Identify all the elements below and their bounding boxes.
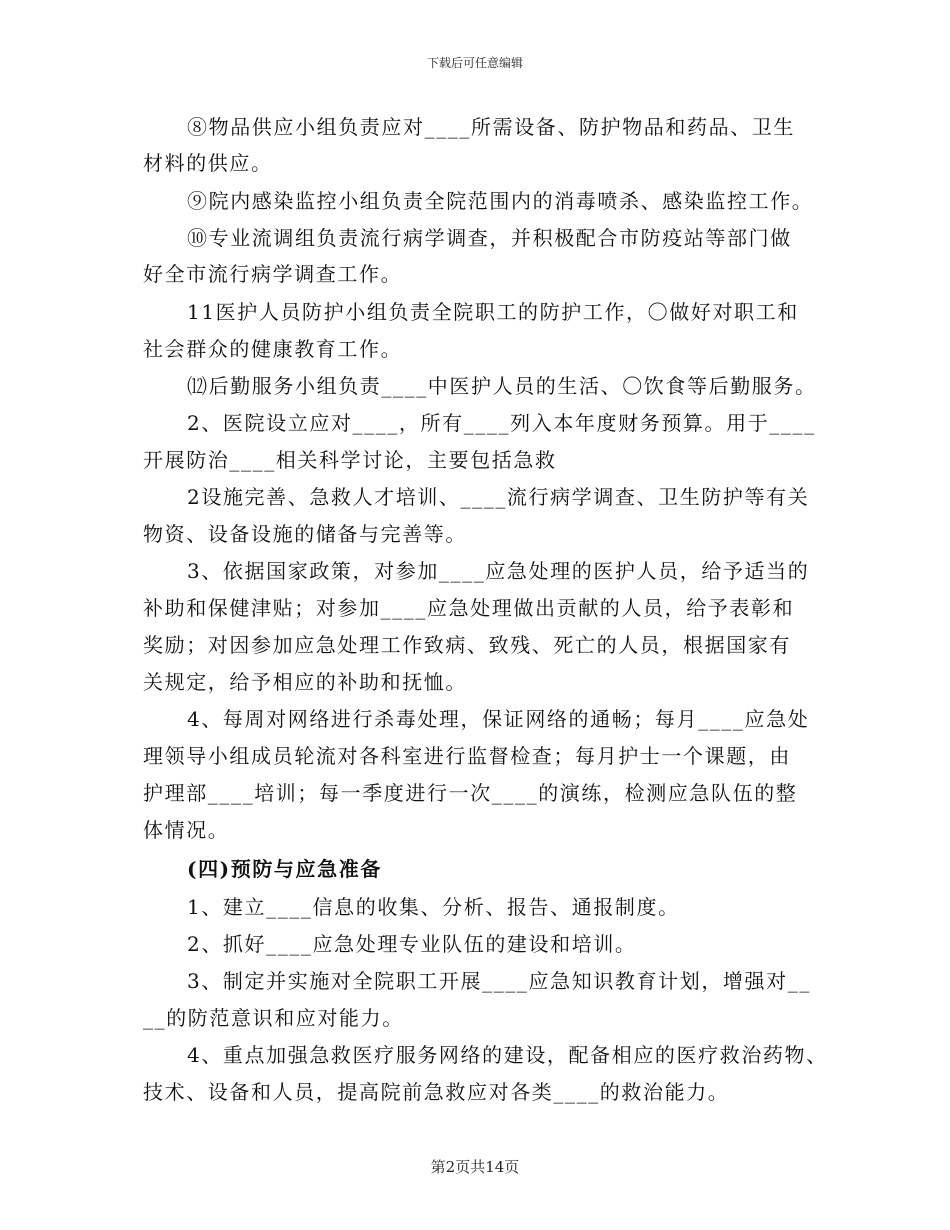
page-header: 下载后可任意编辑 [426,56,523,70]
paragraph-line: 1、建立____信息的收集、分析、报告、通报制度。 [187,895,680,919]
paragraph-line: 关规定，给予相应的补助和抚恤。 [143,670,467,694]
paragraph-line: 体情况。 [143,818,230,842]
paragraph-line: 社会群众的健康教育工作。 [143,337,403,361]
paragraph-line: ⑧物品供应小组负责应对____所需设备、防护物品和药品、卫生 [187,115,795,139]
paragraph-line: 物资、设备设施的储备与完善等。 [143,522,467,546]
page-number: 第2页共14页 [430,1158,520,1176]
paragraph-line: 补助和保健津贴；对参加____应急处理做出贡献的人员，给予表彰和 [143,596,795,620]
paragraph-line: 2、抓好____应急处理专业队伍的建设和培训。 [187,932,637,956]
paragraph-line: 技术、设备和人员，提高院前急救应对各类____的救治能力。 [143,1080,730,1104]
paragraph-line: 11医护人员防护小组负责全院职工的防护工作，〇做好对职工和 [187,300,799,324]
paragraph-line: 3、制定并实施对全院职工开展____应急知识教育计划，增强对__ [187,969,811,993]
paragraph-line: ⑩专业流调组负责流行病学调查，并积极配合市防疫站等部门做 [187,226,792,250]
paragraph-line: 开展防治____相关科学讨论，主要包括急救 [143,448,557,472]
paragraph-line: 材料的供应。 [143,151,273,175]
section-heading: (四)预防与应急准备 [187,857,382,881]
paragraph-line: ⑿后勤服务小组负责____中医护人员的生活、〇饮食等后勤服务。 [187,374,817,398]
paragraph-line: ⑨院内感染监控小组负责全院范围内的消毒喷杀、感染监控工作。 [187,189,814,213]
paragraph-line: 2、医院设立应对____，所有____列入本年度财务预算。用于____ [187,411,816,435]
paragraph-line: 奖励；对因参加应急处理工作致病、致残、死亡的人员，根据国家有 [143,633,791,657]
paragraph-line: 护理部____培训；每一季度进行一次____的演练，检测应急队伍的整 [143,781,798,805]
paragraph-line: __的防范意识和应对能力。 [143,1006,404,1030]
paragraph-line: 好全市流行病学调查工作。 [143,262,403,286]
paragraph-line: 理领导小组成员轮流对各科室进行监督检查；每月护士一个课题，由 [143,744,791,768]
paragraph-line: 3、依据国家政策，对参加____应急处理的医护人员，给予适当的 [187,559,810,583]
paragraph-line: 4、重点加强急救医疗服务网络的建设，配备相应的医疗救治药物、 [187,1043,828,1067]
paragraph-line: 2设施完善、急救人才培训、____流行病学调查、卫生防护等有关 [187,485,810,509]
paragraph-line: 4、每周对网络进行杀毒处理，保证网络的通畅；每月____应急处 [187,707,810,731]
